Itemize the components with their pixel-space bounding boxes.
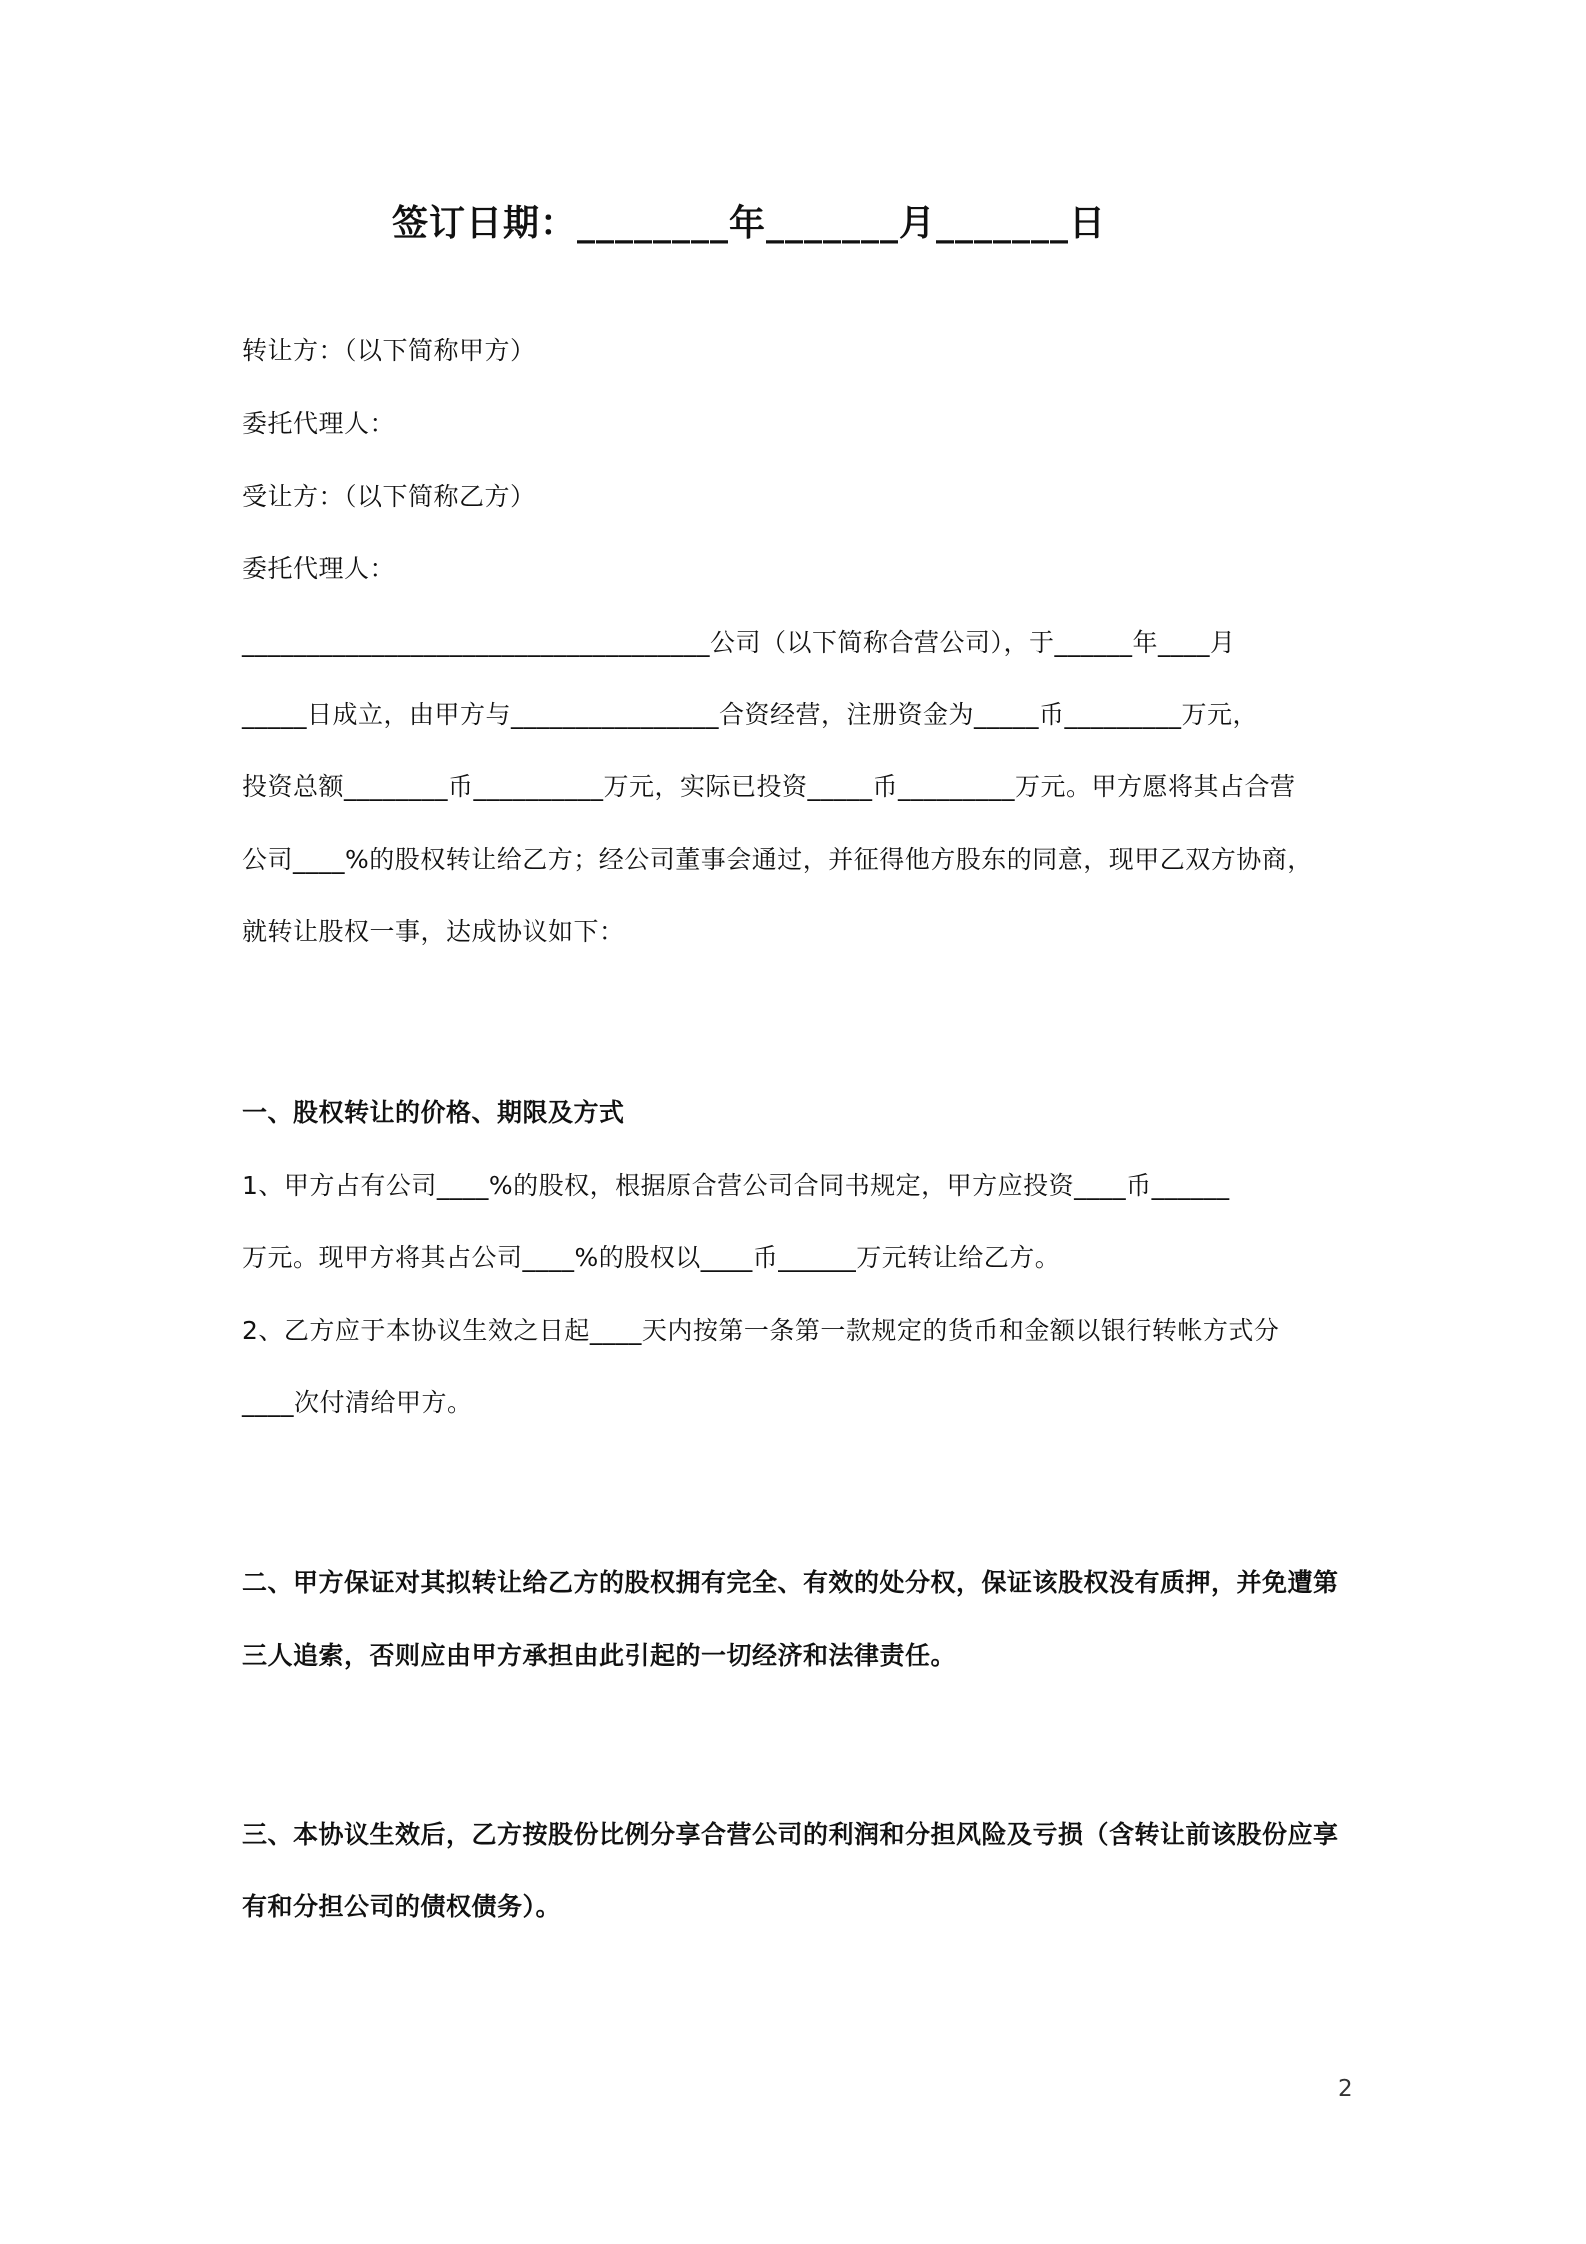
section-1-line-1: 1、甲方占有公司____%的股权，根据原合营公司合同书规定，甲方应投资____币______ xyxy=(242,1171,1230,1200)
transferor-agent-line: 委托代理人： xyxy=(242,409,396,438)
section-1-heading: 一、股权转让的价格、期限及方式 xyxy=(242,1098,625,1127)
section-3-line-2: 有和分担公司的债权债务）。 xyxy=(242,1892,562,1921)
section-1-line-2: 万元。现甲方将其占公司____%的股权以____币______万元转让给乙方。 xyxy=(242,1243,1061,1272)
intro-paragraph-line-1: ____________________________________公司（以下简称合营公司），于______年____月 xyxy=(242,628,1236,657)
section-2-line-1: 二、甲方保证对其拟转让给乙方的股权拥有完全、有效的处分权，保证该股权没有质押，并免遭第 xyxy=(242,1568,1339,1597)
section-2-line-2: 三人追索，否则应由甲方承担由此引起的一切经济和法律责任。 xyxy=(242,1641,957,1670)
section-3-line-1: 三、本协议生效后，乙方按股份比例分享合营公司的利润和分担风险及亏损（含转让前该股份应享 xyxy=(242,1820,1339,1849)
intro-paragraph-line-2: _____日成立，由甲方与________________合资经营，注册资金为_____币_________万元， xyxy=(242,700,1259,729)
signing-date-title: 签订日期：________年_______月_______日 xyxy=(392,203,1107,244)
section-1-line-3: 2、乙方应于本协议生效之日起____天内按第一条第一款规定的货币和金额以银行转帐方式分 xyxy=(242,1316,1280,1345)
transferee-agent-line: 委托代理人： xyxy=(242,554,396,583)
page-number: 2 xyxy=(1338,2076,1353,2102)
intro-paragraph-line-5: 就转让股权一事，达成协议如下： xyxy=(242,917,625,946)
transferee-line: 受让方：（以下简称乙方） xyxy=(242,482,536,511)
intro-paragraph-line-3: 投资总额________币__________万元，实际已投资_____币_________万元。甲方愿将其占合营 xyxy=(242,772,1296,801)
transferor-line: 转让方：（以下简称甲方） xyxy=(242,336,536,365)
section-1-line-4: ____次付清给甲方。 xyxy=(242,1388,473,1417)
intro-paragraph-line-4: 公司____%的股权转让给乙方；经公司董事会通过，并征得他方股东的同意，现甲乙双方协商， xyxy=(242,845,1313,874)
